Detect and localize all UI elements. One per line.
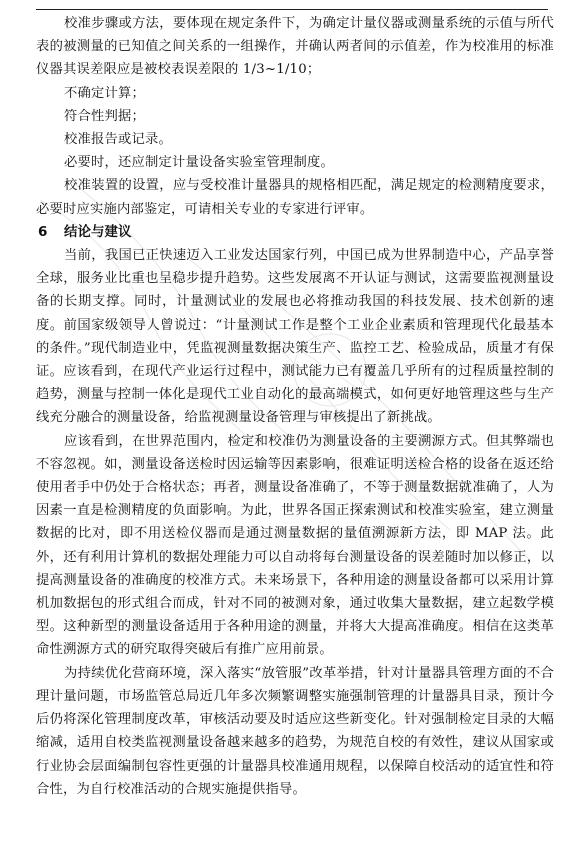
paragraph-traceability: 应该看到，在世界范围内，检定和校准仍为测量设备的主要溯源方式。但其弊端也不容忽视。如，测量设备送检时因运输等因素影响，很难证明送检合格的设备在返还给使用者手中仍处于合格状态；再者，测量设备准确了，不等于测量数据就准确了，人为因素一直是检测精度的负面影响。为此，世界各国正探索测试和校准实验室，建立测量数据的比对，即不用送检仪器而是通过测量数据的量值溯源新方法，即 MAP 法。此外，还有利用计算机的数据处理能力可以自动将每台测量设备的误差随时加以修正，以提高测量设备的准确度的校准方式。未来场景下，各种用途的测量设备都可以采用计算机加数据包的形式组合而成，针对不同的被测对象，通过收集大量数据，建立起数学模型。这种新型的测量设备适用于各种用途的测量，并将大大提高准确度。相信在这类革命性溯源方式的研究取得突破后有推广应用前景。 (36, 433, 554, 658)
list-item-uncertainty: 不确定计算； (64, 85, 145, 101)
paragraph-calibration-steps: 校准步骤或方法，要体现在规定条件下，为确定计量仪器或测量系统的示值与所代表的被测量的已知值之间关系的一组操作，并确认两者间的示值差，作为校准用的标准仪器其误差限应是被校表误差限的 1/3~1/10； (36, 16, 554, 78)
list-item-report: 校准报告或记录。 (64, 132, 172, 148)
section-number: 6 (38, 223, 48, 240)
paragraph-device-setup: 校准装置的设置，应与受校准计量器具的规格相匹配，满足规定的检测精度要求，必要时应实施内部鉴定，可请相关专业的专家进行评审。 (36, 178, 554, 217)
header-rule (36, 9, 548, 10)
section-title: 结论与建议 (64, 223, 132, 240)
paragraph-current-status: 当前，我国已正快速迈入工业发达国家行列，中国已成为世界制造中心，产品享誉全球，服务业比重也呈稳步提升趋势。这些发展离不开认证与测试，这需要监视测量设备的长期支撑。同时，计量测试业的发展也必将推动我国的科技发展、技术创新的速度。前国家级领导人曾说过：“计量测试工作是整个工业企业素质和管理现代化最基本的条件。”现代制造业中，凭监视测量数据决策生产、监控工艺、检验成品，质量才有保证。应该看到，在现代产业运行过程中，测试能力已有覆盖几乎所有的过程质量控制的趋势，测量与控制一体化是现代工业自动化的最高端模式，如何更好地管理这些与生产线充分融合的测量设备，给监视测量设备管理与审核提出了新挑战。 (36, 248, 554, 426)
document-page (36, 12, 554, 801)
list-item-conformity: 符合性判据； (64, 108, 145, 124)
section-heading (36, 221, 554, 244)
paragraph-recommendations: 为持续优化营商环境，深入落实“放管服”改革举措，针对计量器具管理方面的不合理计量问题，市场监管总局近几年多次频繁调整实施强制管理的计量器具目录，预计今后仍将深化管理制度改革，审核活动要及时适应这些新变化。针对强制检定目录的大幅缩减，适用自校类监视测量设备越来越多的趋势，为规范自校的有效性，建议从国家或行业协会层面编制包容性更强的计量器具校准通用规程，以保障自校活动的适宜性和符合性，为自行校准活动的合规实施提供指导。 (36, 665, 554, 797)
paragraph-lab-rules: 必要时，还应制定计量设备实验室管理制度。 (64, 155, 334, 171)
